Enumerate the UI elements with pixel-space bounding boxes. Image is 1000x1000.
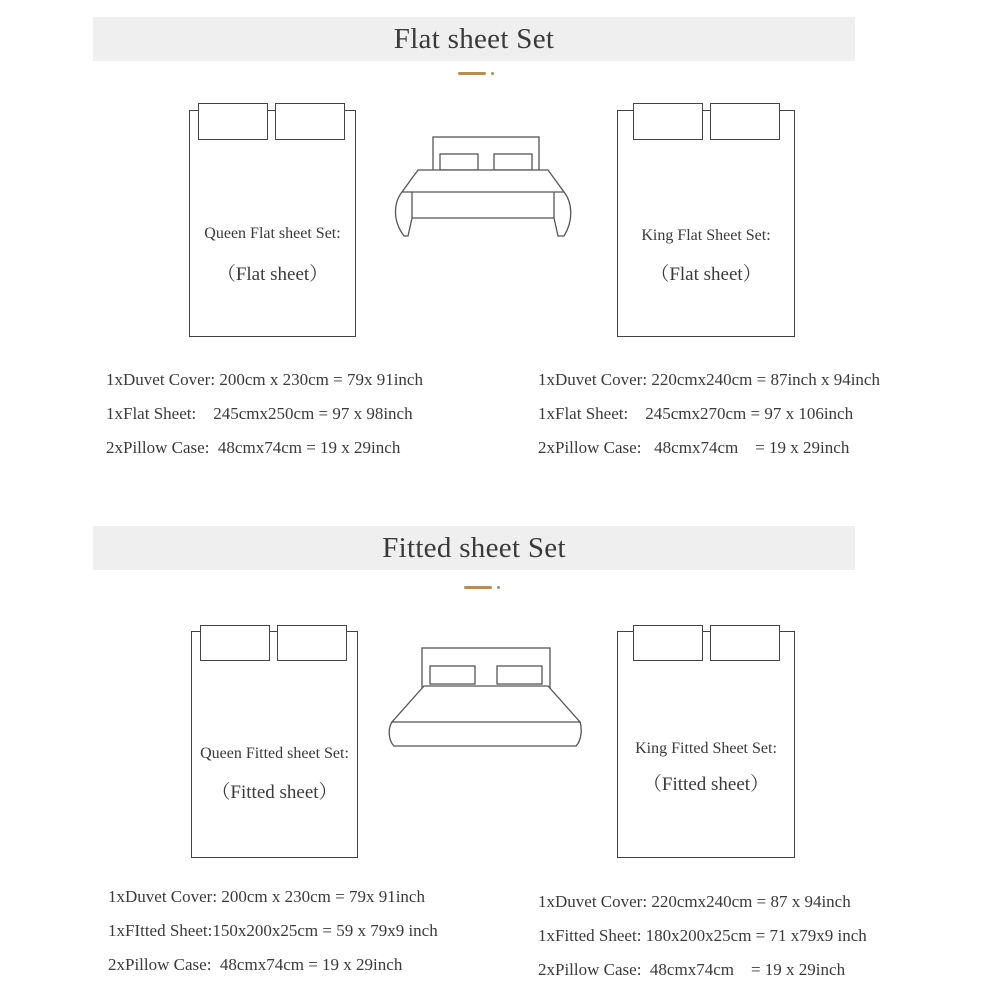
- queen-flat-sub: （Flat sheet）: [216, 264, 329, 285]
- queen-fitted-bed-diagram: [191, 631, 358, 858]
- queen-flat-pillow-left: [198, 103, 268, 140]
- king-flat-label: King Flat Sheet Set:: [641, 227, 771, 244]
- king-flat-sub: （Flat sheet）: [650, 264, 762, 285]
- king-fitted-pillow-left: [633, 625, 703, 661]
- queen-flat-spec-sheet: 1xFlat Sheet: 245cmx250cm = 97 x 98inch: [106, 404, 413, 423]
- queen-fitted-pillow-right: [277, 625, 347, 661]
- queen-flat-spec-duvet: 1xDuvet Cover: 200cm x 230cm = 79x 91inch: [106, 370, 423, 389]
- queen-fitted-label: Queen Fitted sheet Set:: [200, 745, 349, 762]
- king-flat-pillow-left: [633, 103, 703, 140]
- king-fitted-spec-duvet: 1xDuvet Cover: 220cmx240cm = 87 x 94inch: [538, 892, 851, 911]
- fitted-section-banner: [93, 526, 855, 570]
- fitted-section-ornament: [464, 585, 504, 591]
- king-flat-bed-diagram: [617, 110, 795, 337]
- king-fitted-spec-pillow: 2xPillow Case: 48cmx74cm = 19 x 29inch: [538, 960, 846, 979]
- king-fitted-label: King Fitted Sheet Set:: [635, 740, 777, 757]
- flat-section-title: Flat sheet Set: [393, 22, 555, 55]
- queen-flat-label: Queen Flat sheet Set:: [204, 225, 341, 242]
- queen-fitted-sub: （Fitted sheet）: [211, 782, 338, 803]
- king-flat-spec-duvet: 1xDuvet Cover: 220cmx240cm = 87inch x 94inch: [538, 370, 880, 389]
- flat-section-ornament: [458, 71, 498, 77]
- queen-flat-bed-diagram: [189, 110, 356, 337]
- fitted-section-title: Fitted sheet Set: [382, 531, 566, 564]
- queen-fitted-pillow-left: [200, 625, 270, 661]
- king-fitted-bed-diagram: [617, 631, 795, 858]
- king-fitted-spec-sheet: 1xFitted Sheet: 180x200x25cm = 71 x79x9 inch: [538, 926, 867, 945]
- queen-fitted-spec-sheet: 1xFItted Sheet:150x200x25cm = 59 x 79x9 inch: [108, 921, 438, 940]
- king-fitted-sub: （Fitted sheet）: [642, 774, 770, 795]
- queen-fitted-spec-duvet: 1xDuvet Cover: 200cm x 230cm = 79x 91inch: [108, 887, 425, 906]
- queen-flat-spec-pillow: 2xPillow Case: 48cmx74cm = 19 x 29inch: [106, 438, 401, 457]
- king-flat-spec-sheet: 1xFlat Sheet: 245cmx270cm = 97 x 106inch: [538, 404, 854, 423]
- flat-sheet-bed-illustration: [388, 132, 578, 240]
- flat-section-banner: [93, 17, 855, 61]
- queen-fitted-spec-pillow: 2xPillow Case: 48cmx74cm = 19 x 29inch: [108, 955, 403, 974]
- king-flat-spec-pillow: 2xPillow Case: 48cmx74cm = 19 x 29inch: [538, 438, 850, 457]
- king-flat-pillow-right: [710, 103, 780, 140]
- queen-flat-pillow-right: [275, 103, 345, 140]
- fitted-sheet-bed-illustration: [386, 644, 586, 750]
- king-fitted-pillow-right: [710, 625, 780, 661]
